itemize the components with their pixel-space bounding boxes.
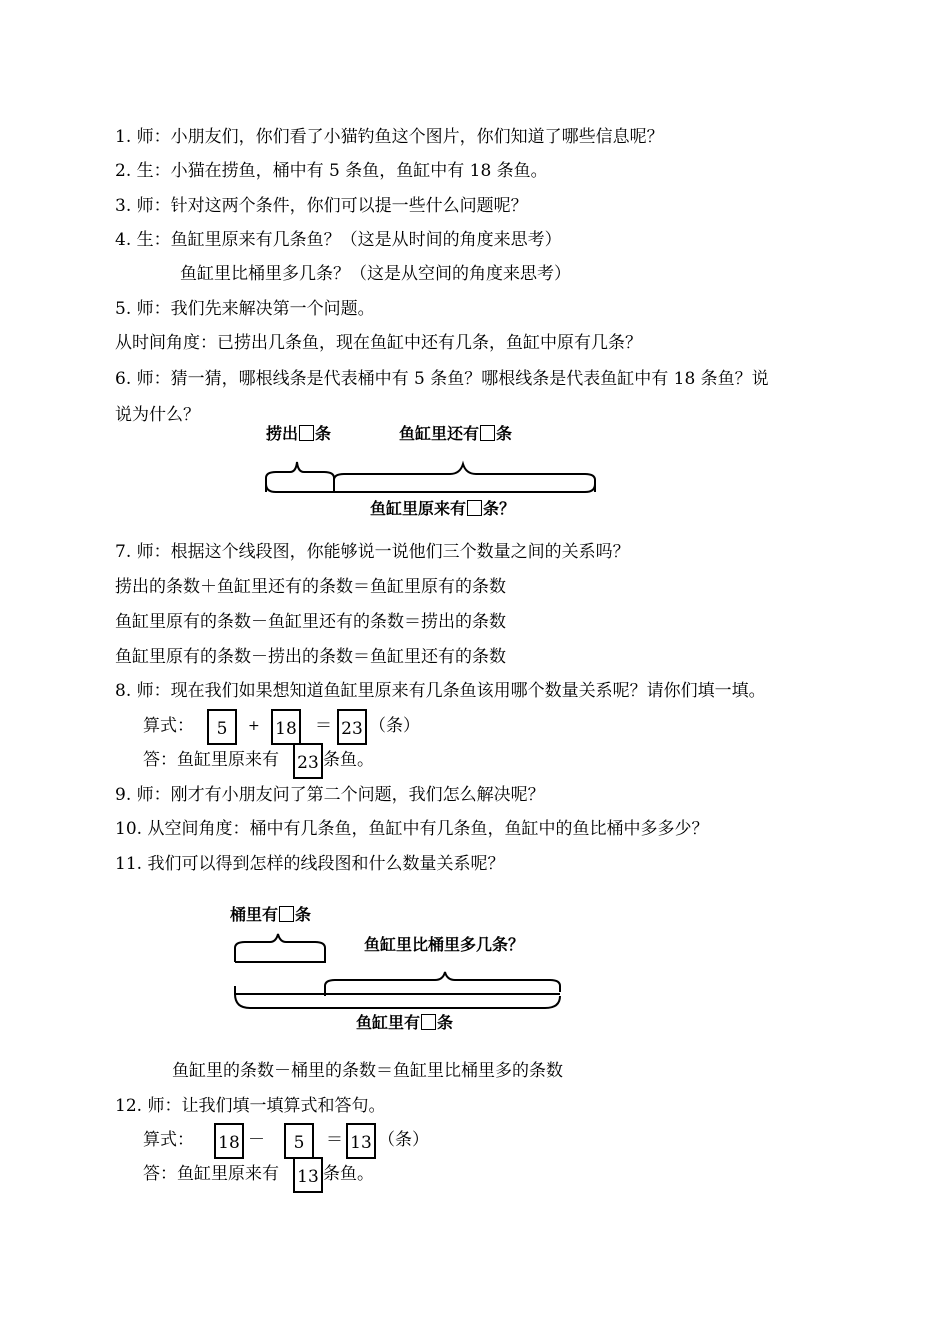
diagram2-line-segments <box>230 930 570 1015</box>
line-2: 2. 生：小猫在捞鱼，桶中有 5 条鱼，鱼缸中有 18 条鱼。 <box>115 161 548 181</box>
line-1: 1. 师：小朋友们，你们看了小猫钓鱼这个图片，你们知道了哪些信息呢？ <box>115 127 664 147</box>
eq1-equals: ＝ <box>315 716 332 736</box>
line-12: 12. 师：让我们填一填算式和答句。 <box>115 1096 386 1116</box>
eq1-answer-pre: 答：鱼缸里原来有 <box>143 750 279 770</box>
line-9: 9. 师：刚才有小朋友问了第二个问题，我们怎么解决呢？ <box>115 785 545 805</box>
eq2-box-b: 5 <box>284 1123 314 1159</box>
blank-square <box>279 906 294 922</box>
diagram1-line-segments <box>260 458 605 498</box>
line-4b: 鱼缸里比桶里多几条？（这是从空间的角度来思考） <box>180 264 571 284</box>
eq2-answer-pre: 答：鱼缸里原来有 <box>143 1164 279 1184</box>
line-11: 11. 我们可以得到怎样的线段图和什么数量关系呢？ <box>115 854 505 874</box>
eq2-equals: ＝ <box>326 1130 343 1150</box>
line-4: 4. 生：鱼缸里原来有几条鱼？（这是从时间的角度来思考） <box>115 230 562 250</box>
diagram1-label-caught: 捞出 条 <box>266 424 332 443</box>
eq1-operator: + <box>248 718 260 734</box>
diagram2-label-bucket: 桶里有 条 <box>230 905 312 924</box>
blank-square <box>467 500 482 516</box>
relation-1: 捞出的条数＋鱼缸里还有的条数＝鱼缸里原有的条数 <box>115 577 506 597</box>
line-7: 7. 师：根据这个线段图，你能够说一说他们三个数量之间的关系吗？ <box>115 542 630 562</box>
eq2-answer-box: 13 <box>293 1157 323 1193</box>
blank-square <box>299 425 314 441</box>
eq1-unit: （条） <box>369 716 420 736</box>
eq1-box-a: 5 <box>207 709 237 745</box>
eq2-operator: － <box>248 1130 265 1150</box>
diagram1-label-total: 鱼缸里原来有 条？ <box>370 499 516 518</box>
line-10: 10. 从空间角度：桶中有几条鱼，鱼缸中有几条鱼，鱼缸中的鱼比桶中多多少？ <box>115 819 709 839</box>
diagram1-label-remaining: 鱼缸里还有 条 <box>399 424 513 443</box>
blank-square <box>480 425 495 441</box>
relation-2: 鱼缸里原有的条数－鱼缸里还有的条数＝捞出的条数 <box>115 612 506 632</box>
diagram2-label-total: 鱼缸里有 条 <box>356 1013 454 1032</box>
eq1-answer-box: 23 <box>293 743 323 779</box>
eq1-box-b: 18 <box>271 709 301 745</box>
line-3: 3. 师：针对这两个条件，你们可以提一些什么问题呢？ <box>115 196 528 216</box>
line-6b: 说为什么？ <box>115 405 200 425</box>
eq2-box-result: 13 <box>346 1123 376 1159</box>
blank-square <box>421 1014 436 1030</box>
line-5b: 从时间角度：已捞出几条鱼，现在鱼缸中还有几条，鱼缸中原有几条？ <box>115 333 642 353</box>
line-6: 6. 师：猜一猜，哪根线条是代表桶中有 5 条鱼？哪根线条是代表鱼缸中有 18 条鱼？说 <box>115 369 769 389</box>
eq2-answer-post: 条鱼。 <box>323 1164 374 1184</box>
eq2-label: 算式： <box>143 1130 194 1150</box>
relation-4: 鱼缸里的条数－桶里的条数＝鱼缸里比桶里多的条数 <box>172 1061 563 1081</box>
eq2-box-a: 18 <box>214 1123 244 1159</box>
line-5: 5. 师：我们先来解决第一个问题。 <box>115 299 375 319</box>
line-8: 8. 师：现在我们如果想知道鱼缸里原来有几条鱼该用哪个数量关系呢？请你们填一填。 <box>115 681 766 701</box>
eq2-unit: （条） <box>378 1130 429 1150</box>
eq1-answer-post: 条鱼。 <box>323 750 374 770</box>
diagram2-label-difference: 鱼缸里比桶里多几条？ <box>364 935 525 954</box>
relation-3: 鱼缸里原有的条数－捞出的条数＝鱼缸里还有的条数 <box>115 647 506 667</box>
eq1-box-result: 23 <box>337 709 367 745</box>
eq1-label: 算式： <box>143 716 194 736</box>
